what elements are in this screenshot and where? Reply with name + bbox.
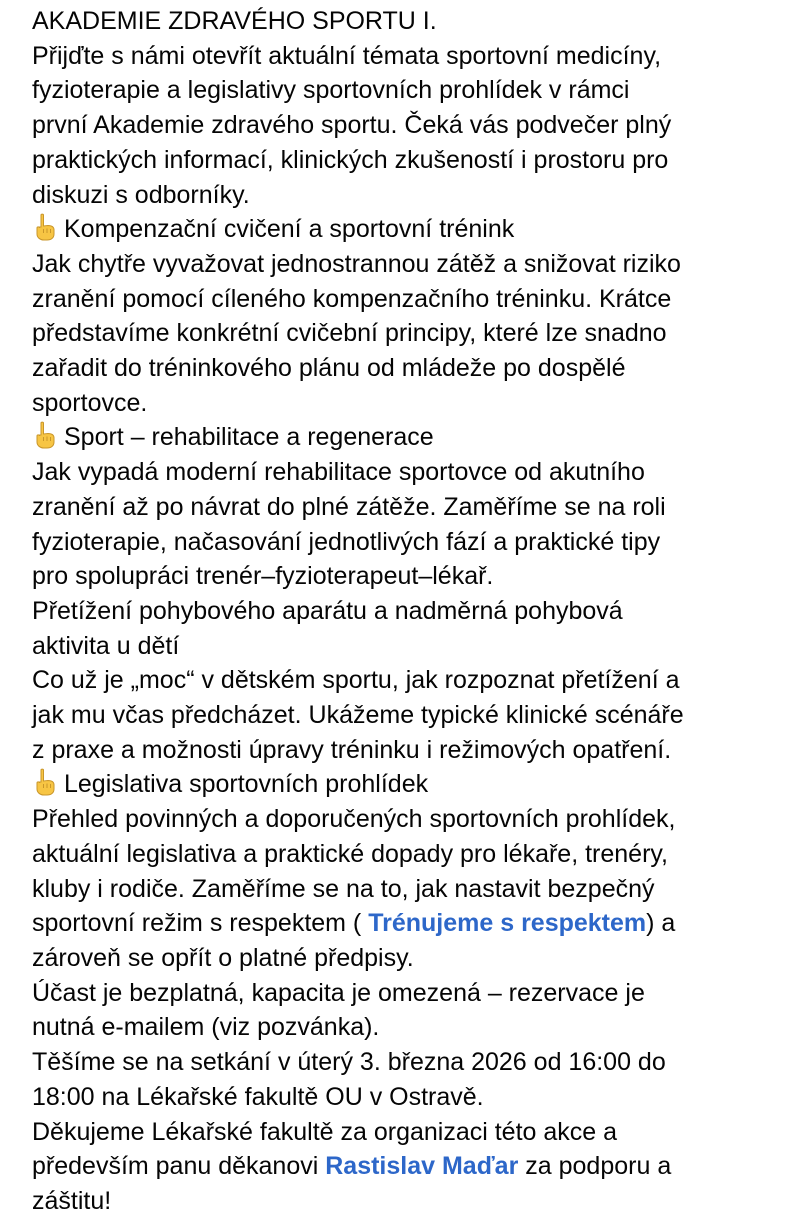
- section-body-line: pro spolupráci trenér–fyzioterapeut–lékař.: [32, 562, 494, 591]
- outro-line: Účast je bezplatná, kapacita je omezená – rezervace je: [32, 978, 645, 1007]
- text-fragment: za podporu a: [518, 1152, 672, 1181]
- intro-line: Přijďte s námi otevřít aktuální témata sportovní medicíny,: [32, 41, 662, 70]
- outro-line: záštitu!: [32, 1186, 112, 1215]
- pointing-finger-icon: [32, 768, 58, 796]
- intro-line: diskuzi s odborníky.: [32, 180, 250, 209]
- section-body-line: Jak vypadá moderní rehabilitace sportovce od akutního: [32, 458, 645, 487]
- section-heading-text: Sport – rehabilitace a regenerace: [64, 423, 434, 452]
- section-body-line: představíme konkrétní cvičební principy, které lze snadno: [32, 319, 667, 348]
- pointing-finger-icon: [32, 421, 58, 449]
- section-body-line: zranění pomocí cíleného kompenzačního tréninku. Krátce: [32, 284, 672, 313]
- text-fragment: především panu děkanovi: [32, 1152, 326, 1181]
- section-body-line: fyzioterapie, načasování jednotlivých fází a praktické tipy: [32, 527, 661, 556]
- section-heading: [32, 420, 792, 455]
- section-heading: [32, 767, 792, 802]
- section-body-line: [32, 906, 792, 941]
- outro-line: nutná e-mailem (viz pozvánka).: [32, 1013, 380, 1042]
- intro-line: první Akademie zdravého sportu. Čeká vás podvečer plný: [32, 111, 672, 140]
- outro-line: 18:00 na Lékařské fakultě OU v Ostravě.: [32, 1082, 484, 1111]
- section-heading-text: Kompenzační cvičení a sportovní trénink: [64, 215, 515, 244]
- post-text: [32, 4, 792, 1219]
- profile-link-rastislav-madar[interactable]: Rastislav Maďar: [325, 1152, 519, 1181]
- outro-line: Děkujeme Lékařské fakultě za organizaci této akce a: [32, 1117, 618, 1146]
- section-body-line: z praxe a možnosti úpravy tréninku i režimových opatření.: [32, 735, 672, 764]
- section-heading: aktivita u dětí: [32, 631, 180, 660]
- section-body-line: Jak chytře vyvažovat jednostrannou zátěž a snižovat riziko: [32, 249, 681, 278]
- section-body-line: jak mu včas předcházet. Ukážeme typické klinické scénáře: [32, 701, 684, 730]
- section-heading: Přetížení pohybového aparátu a nadměrná pohybová: [32, 596, 623, 625]
- outro-line: Těšíme se na setkání v úterý 3. března 2026 od 16:00 do: [32, 1048, 666, 1077]
- page-link-trenujeme-s-respektem[interactable]: Trénujeme s respektem: [368, 909, 647, 938]
- post-title: AKADEMIE ZDRAVÉHO SPORTU I.: [32, 7, 437, 35]
- pointing-finger-icon: [32, 213, 58, 241]
- intro-line: fyzioterapie a legislativy sportovních prohlídek v rámci: [32, 76, 630, 105]
- section-body-line: aktuální legislativa a praktické dopady pro lékaře, trenéry,: [32, 839, 668, 868]
- section-body-line: sportovce.: [32, 388, 148, 417]
- section-body-line: kluby i rodiče. Zaměříme se na to, jak nastavit bezpečný: [32, 874, 655, 903]
- outro-line: [32, 1149, 792, 1184]
- section-body-line: Co už je „moc“ v dětském sportu, jak rozpoznat přetížení a: [32, 666, 680, 695]
- section-heading-text: Legislativa sportovních prohlídek: [64, 770, 429, 799]
- section-body-line: zařadit do tréninkového plánu od mládeže po dospělé: [32, 354, 626, 383]
- section-body-line: zároveň se opřít o platné předpisy.: [32, 943, 414, 972]
- text-fragment: ) a: [646, 909, 676, 938]
- section-body-line: Přehled povinných a doporučených sportovních prohlídek,: [32, 805, 676, 834]
- text-fragment: sportovní režim s respektem (: [32, 909, 369, 938]
- intro-line: praktických informací, klinických zkušeností i prostoru pro: [32, 145, 669, 174]
- section-body-line: zranění až po návrat do plné zátěže. Zaměříme se na roli: [32, 492, 666, 521]
- section-heading: [32, 212, 792, 247]
